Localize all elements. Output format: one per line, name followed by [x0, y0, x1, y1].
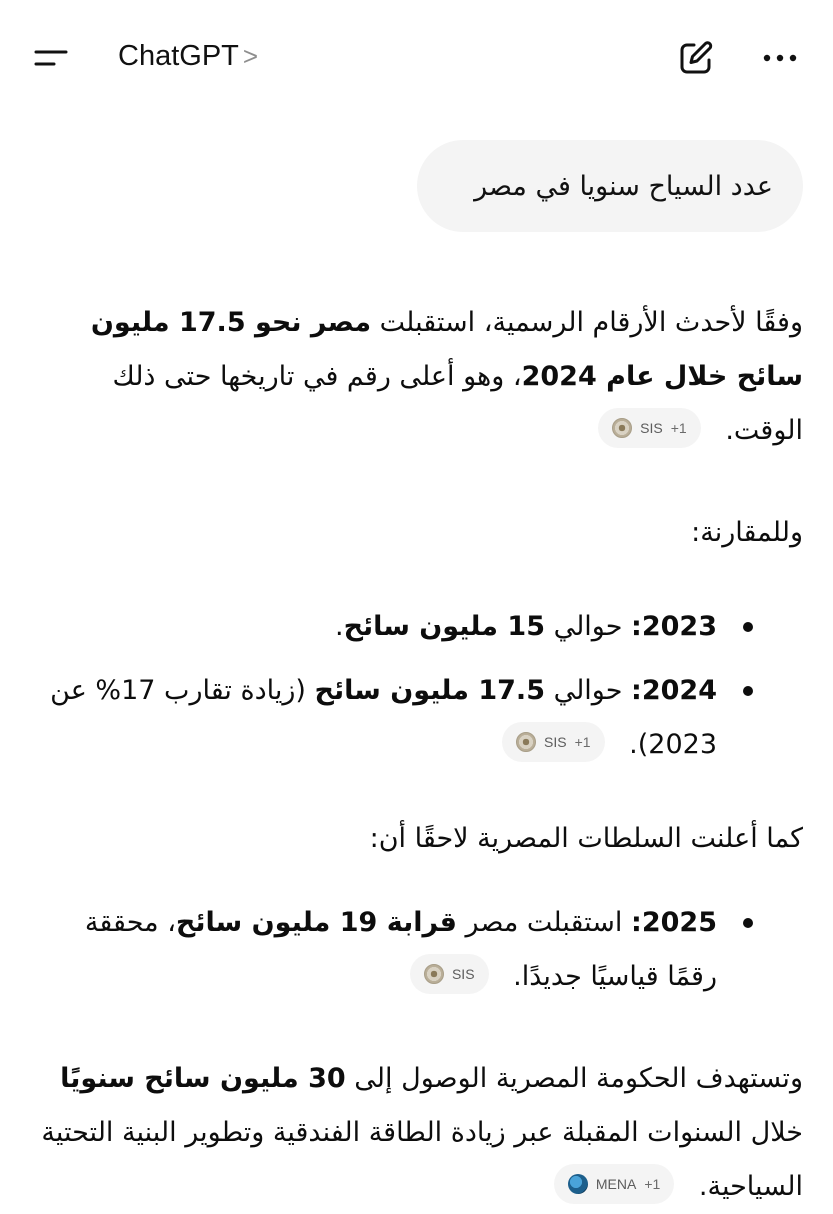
comparison-list [30, 600, 803, 772]
bold-text: قرابة 19 مليون سائح [175, 907, 457, 938]
list-text: . [334, 611, 344, 642]
list-text: حوالي [544, 675, 632, 706]
user-message-text: عدد السياح سنويا في مصر [474, 170, 773, 202]
user-message-bubble [417, 140, 803, 232]
paragraph-text: ، وهو أعلى رقم في تاريخها حتى ذلك الوقت. [112, 361, 803, 446]
list-year: 2024: [631, 675, 717, 706]
paragraph-text: وتستهدف الحكومة المصرية الوصول إلى [345, 1063, 803, 1094]
new-chat-icon[interactable] [677, 39, 715, 77]
list-text: استقبلت مصر [456, 907, 632, 938]
citation-source: MENA [595, 1175, 637, 1192]
announcement-list [30, 896, 803, 1004]
more-icon[interactable] [760, 52, 800, 64]
citation-count: +1 [670, 419, 687, 436]
paragraph-text: وفقًا لأحدث الأرقام الرسمية، استقبلت [371, 307, 803, 338]
sis-logo-icon [516, 732, 536, 752]
citation-chip[interactable] [410, 954, 489, 994]
citation-chip[interactable] [598, 408, 701, 448]
list-year: 2023: [631, 611, 717, 642]
citation-source: SIS [451, 965, 475, 982]
mena-logo-icon [568, 1174, 588, 1194]
sis-logo-icon [424, 964, 444, 984]
list-item [30, 896, 803, 1004]
citation-source: SIS [544, 733, 567, 750]
citation-source: SIS [640, 419, 663, 436]
citation-count: +1 [574, 733, 591, 750]
response-paragraph-4 [30, 1052, 803, 1214]
bullet-dot [743, 622, 753, 632]
bold-text: 17.5 مليون سائح [314, 675, 545, 706]
assistant-response [30, 296, 803, 1214]
bullet-dot [743, 918, 753, 928]
bold-text: 30 مليون سائح سنويًا [60, 1063, 346, 1094]
list-year: 2025: [631, 907, 717, 938]
list-text: ، محققة رقمًا قياسيًا جديدًا. [84, 907, 717, 992]
chevron-right-icon: > [242, 41, 259, 71]
paragraph-text: خلال السنوات المقبلة عبر زيادة الطاقة الفندقية وتطوير البنية التحتية السياحية. [41, 1117, 803, 1202]
model-selector[interactable] [118, 40, 258, 73]
list-text: حوالي [544, 611, 632, 642]
list-item [30, 664, 803, 772]
response-paragraph-3: كما أعلنت السلطات المصرية لاحقًا أن: [369, 823, 803, 854]
bold-text: 15 مليون سائح [343, 611, 545, 642]
top-bar [0, 0, 833, 116]
response-paragraph-1 [30, 296, 803, 458]
citation-count: +1 [644, 1175, 661, 1192]
citation-chip[interactable] [554, 1164, 674, 1204]
sis-logo-icon [612, 418, 632, 438]
citation-chip[interactable] [502, 722, 605, 762]
response-paragraph-2: وللمقارنة: [691, 517, 803, 548]
bullet-dot [743, 686, 753, 696]
menu-icon[interactable] [30, 42, 70, 74]
bold-text: مصر نحو 17.5 مليون سائح خلال عام 2024 [90, 307, 803, 392]
list-text: (زيادة تقارب 17% عن 2023). [50, 675, 717, 760]
app-title: ChatGPT [118, 40, 239, 72]
list-item [30, 600, 803, 654]
